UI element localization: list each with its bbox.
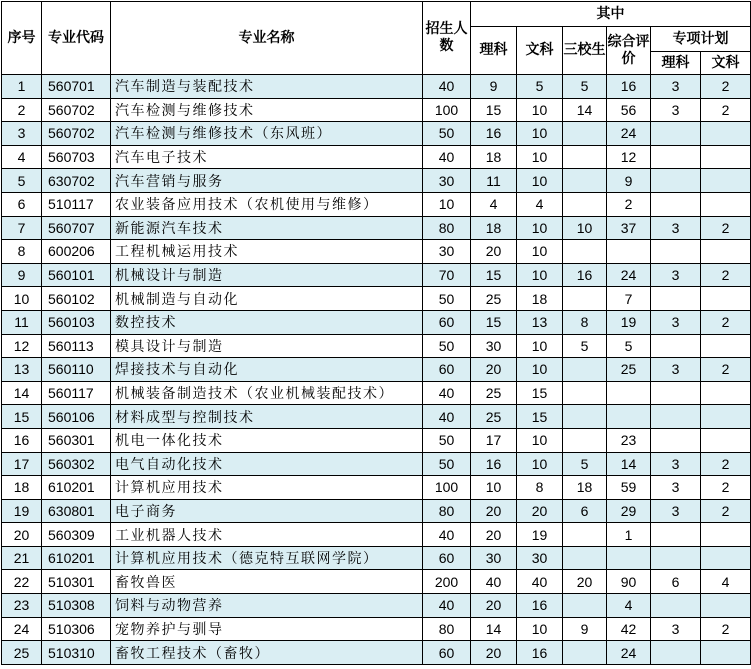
cell-major-name: 工程机械运用技术 [111,240,423,264]
cell-special-liberal [701,405,751,429]
cell-special-liberal [701,334,751,358]
cell-three-school [563,358,607,382]
cell-enroll-total: 60 [423,310,471,334]
cell-science: 9 [471,75,517,99]
cell-liberal: 15 [517,405,563,429]
cell-science: 20 [471,641,517,665]
cell-liberal: 10 [517,240,563,264]
table-row [2,145,751,169]
table-row [2,546,751,570]
table-body [2,75,751,665]
cell-science: 20 [471,523,517,547]
cell-major-name: 农业装备应用技术（农机使用与维修） [111,192,423,216]
cell-comprehensive: 56 [607,98,651,122]
cell-science: 20 [471,358,517,382]
cell-seq: 13 [2,358,42,382]
header-liberal: 文科 [517,27,563,75]
cell-comprehensive [607,240,651,264]
cell-three-school [563,428,607,452]
table-row [2,499,751,523]
cell-science: 10 [471,476,517,500]
cell-three-school [563,240,607,264]
cell-seq: 21 [2,546,42,570]
cell-science: 25 [471,405,517,429]
cell-special-science [651,122,701,146]
cell-liberal: 10 [517,617,563,641]
cell-three-school: 5 [563,75,607,99]
cell-three-school [563,287,607,311]
header-special-science: 理科 [651,52,701,75]
cell-special-science [651,523,701,547]
cell-enroll-total: 40 [423,594,471,618]
table-row [2,570,751,594]
table-row [2,428,751,452]
cell-code: 560703 [42,145,111,169]
cell-liberal: 10 [517,98,563,122]
cell-comprehensive: 14 [607,452,651,476]
cell-special-science: 3 [651,310,701,334]
cell-special-liberal [701,192,751,216]
cell-three-school: 9 [563,617,607,641]
cell-science: 30 [471,546,517,570]
cell-science: 25 [471,287,517,311]
cell-enroll-total: 10 [423,192,471,216]
cell-comprehensive: 90 [607,570,651,594]
table-row [2,476,751,500]
table-row [2,240,751,264]
cell-special-science: 3 [651,452,701,476]
cell-comprehensive: 4 [607,594,651,618]
cell-special-science [651,240,701,264]
cell-seq: 5 [2,169,42,193]
cell-comprehensive: 23 [607,428,651,452]
cell-comprehensive: 5 [607,334,651,358]
cell-enroll-total: 100 [423,476,471,500]
cell-special-science: 3 [651,476,701,500]
cell-liberal: 4 [517,192,563,216]
cell-seq: 2 [2,98,42,122]
header-special-plan: 专项计划 [651,27,751,52]
table-row [2,641,751,665]
cell-seq: 3 [2,122,42,146]
cell-special-liberal [701,122,751,146]
cell-comprehensive: 42 [607,617,651,641]
cell-major-name: 汽车检测与维修技术（东风班） [111,122,423,146]
cell-three-school [563,641,607,665]
cell-three-school: 8 [563,310,607,334]
cell-enroll-total: 50 [423,122,471,146]
cell-liberal: 8 [517,476,563,500]
cell-comprehensive: 1 [607,523,651,547]
cell-code: 560309 [42,523,111,547]
cell-code: 560702 [42,98,111,122]
cell-science: 18 [471,145,517,169]
cell-code: 610201 [42,476,111,500]
cell-three-school [563,523,607,547]
cell-special-science [651,594,701,618]
cell-three-school: 10 [563,216,607,240]
cell-major-name: 汽车电子技术 [111,145,423,169]
cell-special-liberal: 2 [701,98,751,122]
cell-comprehensive [607,405,651,429]
cell-enroll-total: 50 [423,334,471,358]
cell-code: 560701 [42,75,111,99]
cell-special-science: 3 [651,98,701,122]
table-row [2,75,751,99]
cell-comprehensive: 16 [607,75,651,99]
cell-liberal: 40 [517,570,563,594]
cell-liberal: 10 [517,169,563,193]
cell-three-school [563,546,607,570]
table-row [2,216,751,240]
cell-liberal: 16 [517,641,563,665]
cell-special-science: 3 [651,75,701,99]
cell-major-name: 畜牧工程技术（畜牧） [111,641,423,665]
cell-science: 15 [471,98,517,122]
cell-enroll-total: 40 [423,145,471,169]
cell-code: 560702 [42,122,111,146]
cell-seq: 19 [2,499,42,523]
cell-three-school: 20 [563,570,607,594]
cell-special-science [651,169,701,193]
cell-comprehensive [607,381,651,405]
cell-comprehensive: 37 [607,216,651,240]
cell-liberal: 10 [517,263,563,287]
cell-special-liberal [701,145,751,169]
cell-code: 560113 [42,334,111,358]
cell-special-science [651,381,701,405]
cell-liberal: 10 [517,452,563,476]
header-science: 理科 [471,27,517,75]
cell-enroll-total: 60 [423,358,471,382]
table-row [2,192,751,216]
cell-three-school [563,192,607,216]
cell-special-liberal: 2 [701,499,751,523]
cell-three-school: 6 [563,499,607,523]
header-code: 专业代码 [42,2,111,75]
cell-major-name: 机电一体化技术 [111,428,423,452]
cell-major-name: 计算机应用技术（德克特互联网学院） [111,546,423,570]
cell-special-science [651,428,701,452]
cell-major-name: 焊接技术与自动化 [111,358,423,382]
cell-special-liberal [701,523,751,547]
cell-liberal: 15 [517,381,563,405]
table-row [2,358,751,382]
cell-science: 20 [471,240,517,264]
cell-science: 16 [471,122,517,146]
cell-code: 610201 [42,546,111,570]
cell-liberal: 20 [517,499,563,523]
cell-code: 510301 [42,570,111,594]
cell-code: 560301 [42,428,111,452]
cell-special-liberal: 2 [701,617,751,641]
table-row [2,617,751,641]
cell-science: 25 [471,381,517,405]
cell-liberal: 30 [517,546,563,570]
cell-liberal: 10 [517,145,563,169]
cell-seq: 22 [2,570,42,594]
cell-code: 560707 [42,216,111,240]
header-seq: 序号 [2,2,42,75]
cell-code: 510117 [42,192,111,216]
cell-special-liberal [701,641,751,665]
cell-enroll-total: 80 [423,499,471,523]
cell-code: 510306 [42,617,111,641]
cell-seq: 24 [2,617,42,641]
cell-special-liberal [701,287,751,311]
cell-three-school: 14 [563,98,607,122]
cell-three-school: 5 [563,452,607,476]
cell-code: 630702 [42,169,111,193]
cell-comprehensive: 9 [607,169,651,193]
cell-seq: 16 [2,428,42,452]
table-row [2,169,751,193]
cell-enroll-total: 30 [423,240,471,264]
cell-comprehensive: 24 [607,641,651,665]
table-row [2,594,751,618]
cell-science: 40 [471,570,517,594]
cell-science: 20 [471,594,517,618]
cell-special-science: 6 [651,570,701,594]
cell-code: 510308 [42,594,111,618]
cell-science: 17 [471,428,517,452]
cell-three-school [563,145,607,169]
table-row [2,310,751,334]
cell-three-school: 5 [563,334,607,358]
cell-seq: 9 [2,263,42,287]
cell-code: 510310 [42,641,111,665]
cell-science: 18 [471,216,517,240]
table-row [2,122,751,146]
cell-special-liberal [701,381,751,405]
cell-enroll-total: 50 [423,452,471,476]
cell-seq: 23 [2,594,42,618]
table-row [2,405,751,429]
cell-special-liberal [701,240,751,264]
cell-comprehensive [607,546,651,570]
header-enroll: 招生人数 [423,2,471,75]
cell-comprehensive: 25 [607,358,651,382]
cell-three-school [563,169,607,193]
cell-special-science: 3 [651,358,701,382]
cell-liberal: 10 [517,122,563,146]
cell-science: 20 [471,499,517,523]
cell-enroll-total: 40 [423,523,471,547]
cell-enroll-total: 60 [423,546,471,570]
cell-major-name: 饲料与动物营养 [111,594,423,618]
cell-science: 15 [471,263,517,287]
cell-major-name: 工业机器人技术 [111,523,423,547]
cell-major-name: 电气自动化技术 [111,452,423,476]
cell-enroll-total: 40 [423,75,471,99]
cell-code: 560106 [42,405,111,429]
cell-liberal: 10 [517,216,563,240]
cell-seq: 25 [2,641,42,665]
cell-major-name: 机械制造与自动化 [111,287,423,311]
cell-enroll-total: 50 [423,287,471,311]
cell-enroll-total: 80 [423,216,471,240]
table-row [2,287,751,311]
cell-liberal: 18 [517,287,563,311]
cell-enroll-total: 200 [423,570,471,594]
cell-science: 14 [471,617,517,641]
cell-major-name: 计算机应用技术 [111,476,423,500]
cell-code: 560302 [42,452,111,476]
cell-liberal: 13 [517,310,563,334]
cell-major-name: 机械装备制造技术（农业机械装配技术） [111,381,423,405]
cell-special-liberal [701,546,751,570]
cell-liberal: 5 [517,75,563,99]
cell-seq: 7 [2,216,42,240]
cell-liberal: 10 [517,428,563,452]
cell-enroll-total: 70 [423,263,471,287]
admissions-table [1,1,751,665]
cell-special-liberal: 2 [701,310,751,334]
cell-science: 16 [471,452,517,476]
cell-major-name: 机械设计与制造 [111,263,423,287]
table-row [2,334,751,358]
cell-seq: 18 [2,476,42,500]
cell-special-science [651,641,701,665]
cell-comprehensive: 24 [607,122,651,146]
header-name: 专业名称 [111,2,423,75]
cell-science: 30 [471,334,517,358]
cell-special-science [651,145,701,169]
cell-major-name: 畜牧兽医 [111,570,423,594]
cell-three-school [563,381,607,405]
cell-major-name: 数控技术 [111,310,423,334]
cell-special-science [651,546,701,570]
cell-seq: 17 [2,452,42,476]
cell-special-science [651,405,701,429]
cell-special-science: 3 [651,263,701,287]
cell-special-science [651,334,701,358]
cell-comprehensive: 59 [607,476,651,500]
cell-major-name: 汽车营销与服务 [111,169,423,193]
cell-special-science [651,287,701,311]
cell-comprehensive: 24 [607,263,651,287]
cell-special-liberal: 4 [701,570,751,594]
cell-special-liberal: 2 [701,263,751,287]
cell-enroll-total: 40 [423,381,471,405]
table-header [2,2,751,75]
header-comprehensive: 综合评价 [607,27,651,75]
cell-major-name: 模具设计与制造 [111,334,423,358]
cell-code: 560117 [42,381,111,405]
cell-liberal: 10 [517,358,563,382]
header-three-school: 三校生 [563,27,607,75]
cell-liberal: 10 [517,334,563,358]
cell-code: 600206 [42,240,111,264]
cell-special-science: 3 [651,216,701,240]
header-special-liberal: 文科 [701,52,751,75]
cell-special-science [651,192,701,216]
cell-seq: 8 [2,240,42,264]
cell-special-liberal: 2 [701,452,751,476]
cell-seq: 12 [2,334,42,358]
cell-special-science: 3 [651,617,701,641]
table-row [2,523,751,547]
cell-special-liberal: 2 [701,75,751,99]
cell-major-name: 新能源汽车技术 [111,216,423,240]
cell-special-liberal: 2 [701,476,751,500]
cell-code: 560101 [42,263,111,287]
cell-seq: 1 [2,75,42,99]
cell-special-liberal [701,169,751,193]
cell-code: 560103 [42,310,111,334]
cell-comprehensive: 2 [607,192,651,216]
cell-three-school: 16 [563,263,607,287]
cell-special-liberal: 2 [701,358,751,382]
cell-comprehensive: 7 [607,287,651,311]
table-row [2,98,751,122]
cell-special-liberal [701,428,751,452]
cell-enroll-total: 30 [423,169,471,193]
cell-code: 630801 [42,499,111,523]
header-among: 其中 [471,2,751,27]
cell-seq: 11 [2,310,42,334]
cell-three-school: 18 [563,476,607,500]
cell-comprehensive: 29 [607,499,651,523]
cell-science: 4 [471,192,517,216]
cell-enroll-total: 60 [423,641,471,665]
cell-liberal: 16 [517,594,563,618]
cell-seq: 10 [2,287,42,311]
cell-science: 11 [471,169,517,193]
table-row [2,381,751,405]
cell-special-liberal [701,594,751,618]
cell-three-school [563,122,607,146]
cell-enroll-total: 50 [423,428,471,452]
cell-seq: 20 [2,523,42,547]
table-row [2,452,751,476]
cell-code: 560110 [42,358,111,382]
cell-science: 15 [471,310,517,334]
cell-liberal: 19 [517,523,563,547]
cell-major-name: 汽车检测与维修技术 [111,98,423,122]
cell-major-name: 宠物养护与驯导 [111,617,423,641]
cell-seq: 15 [2,405,42,429]
cell-three-school [563,594,607,618]
cell-code: 560102 [42,287,111,311]
cell-comprehensive: 19 [607,310,651,334]
cell-enroll-total: 80 [423,617,471,641]
cell-seq: 4 [2,145,42,169]
cell-major-name: 汽车制造与装配技术 [111,75,423,99]
cell-special-science: 3 [651,499,701,523]
cell-major-name: 电子商务 [111,499,423,523]
cell-enroll-total: 40 [423,405,471,429]
table-row [2,263,751,287]
cell-enroll-total: 100 [423,98,471,122]
cell-special-liberal: 2 [701,216,751,240]
cell-seq: 14 [2,381,42,405]
cell-major-name: 材料成型与控制技术 [111,405,423,429]
cell-seq: 6 [2,192,42,216]
cell-three-school [563,405,607,429]
cell-comprehensive: 12 [607,145,651,169]
